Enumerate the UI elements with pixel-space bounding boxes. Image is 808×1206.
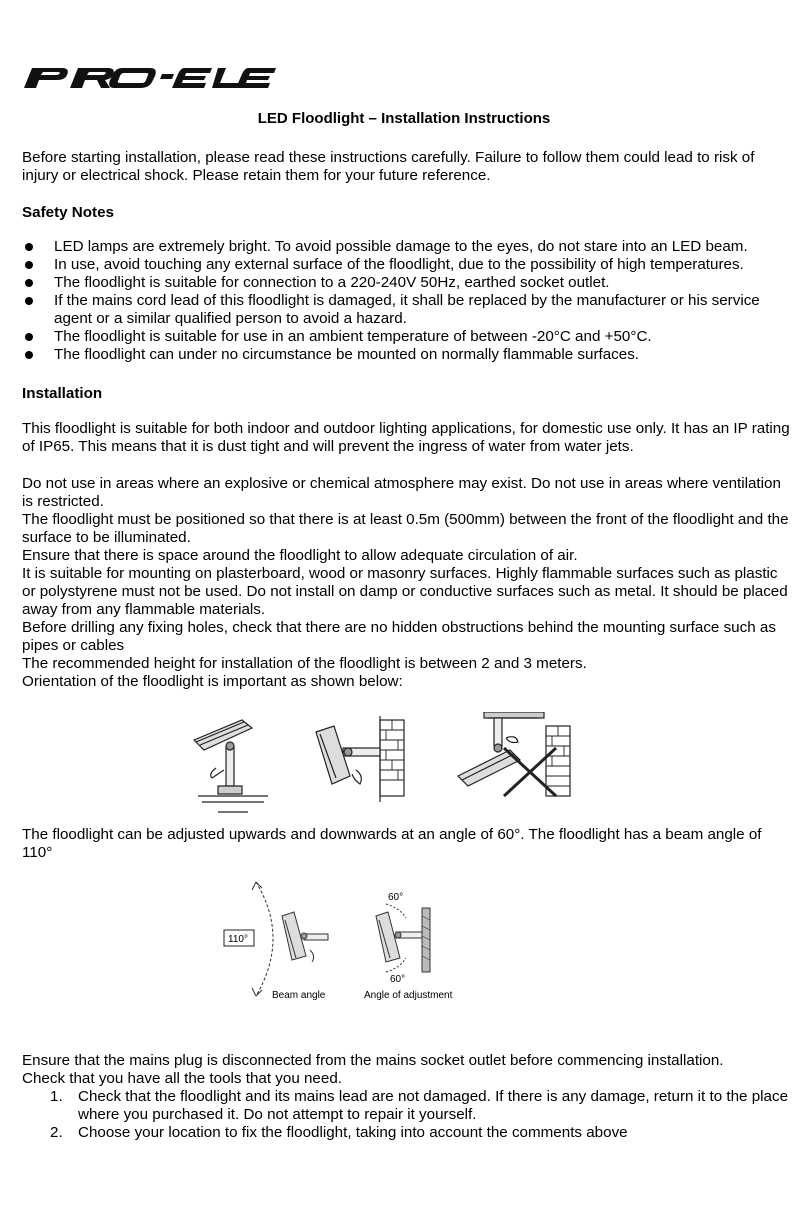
installation-paragraph-1: This floodlight is suitable for both indoor and outdoor lighting applications, for domestic use only. It has an IP rating of IP65. This means that it is dust tight and will prevent the ingress of water from water jets. [22,420,790,455]
ground-mounted-floodlight-icon [194,720,268,812]
installation-paragraph-3: The floodlight must be positioned so that there is at least 0.5m (500mm) between the front of the floodlight and the surface to be illuminated. [22,511,789,546]
orientation-figure [188,712,578,822]
safety-list [22,238,792,364]
adjust-bottom-label: 60° [390,974,406,985]
list-item: If the mains cord lead of this floodlight is damaged, it shall be replaced by the manufacturer or his service agent or a similar qualified person to avoid a hazard. [22,292,792,328]
wall-mounted-floodlight-icon [316,716,404,802]
bullet-icon [25,297,33,305]
installation-paragraph-7: The recommended height for installation of the floodlight is between 2 and 3 meters. [22,655,587,672]
list-item: The floodlight is suitable for use in an ambient temperature of between -20°C and +50°C. [22,328,792,346]
angle-illustration [220,878,460,1006]
list-item: The floodlight can under no circumstance be mounted on normally flammable surfaces. [22,346,792,364]
installation-paragraph-4: Ensure that there is space around the floodlight to allow adequate circulation of air. [22,547,578,564]
installation-paragraph-2: Do not use in areas where an explosive or chemical atmosphere may exist. Do not use in areas where ventilation is restricted. [22,475,781,510]
list-item: 1. Check that the floodlight and its mains lead are not damaged. If there is any damage, return it to the place where you purchased it. Do not attempt to repair it yourself. [50,1088,789,1123]
angle-figure [220,878,460,1006]
installation-paragraph-8: Orientation of the floodlight is important as shown below: [22,673,403,690]
installation-paragraph-6: Before drilling any fixing holes, check that there are no hidden obstructions behind the mounting surface such as pipes or cables [22,619,776,654]
list-item: In use, avoid touching any external surface of the floodlight, due to the possibility of high temperatures. [22,256,792,274]
pro-elec-logo-icon [22,60,280,90]
bullet-icon [25,333,33,341]
orientation-illustration [188,712,578,822]
angle-paragraph: The floodlight can be adjusted upwards and downwards at an angle of 60°. The floodlight has a beam angle of 110° [22,826,762,861]
list-item: The floodlight is suitable for connection to a 220-240V 50Hz, earthed socket outlet. [22,274,792,292]
adjustment-label: Angle of adjustment [364,990,453,1001]
installation-heading: Installation [22,385,103,402]
steps-list [22,1088,792,1142]
beam-angle-label: Beam angle [272,990,326,1001]
safety-heading: Safety Notes [22,204,115,221]
page-title: LED Floodlight – Installation Instructions [257,110,551,127]
bullet-icon [25,261,33,269]
list-item: LED lamps are extremely bright. To avoid possible damage to the eyes, do not stare into an LED beam. [22,238,792,256]
beam-value-label: 110° [228,934,248,945]
brand-logo [22,60,280,90]
bullet-icon [25,279,33,287]
intro-paragraph: Before starting installation, please read these instructions carefully. Failure to follow them could lead to risk of injury or electrical shock. Please retain them for your future reference. [22,149,755,184]
adjust-top-label: 60° [388,892,404,903]
before-line-2: Check that you have all the tools that you need. [22,1070,342,1087]
installation-paragraph-5: It is suitable for mounting on plasterboard, wood or masonry surfaces. Highly flammable surfaces such as plastic or polystyrene must not be used. Do not install on damp or conductive surfaces such as metal. It should be placed away from any flammable materials. [22,565,788,618]
bullet-icon [25,243,33,251]
incorrect-mounting-icon [458,712,570,796]
list-item: 2. Choose your location to fix the floodlight, taking into account the comments above [50,1124,628,1141]
bullet-icon [25,351,33,359]
before-line-1: Ensure that the mains plug is disconnected from the mains socket outlet before commencing installation. [22,1052,724,1069]
